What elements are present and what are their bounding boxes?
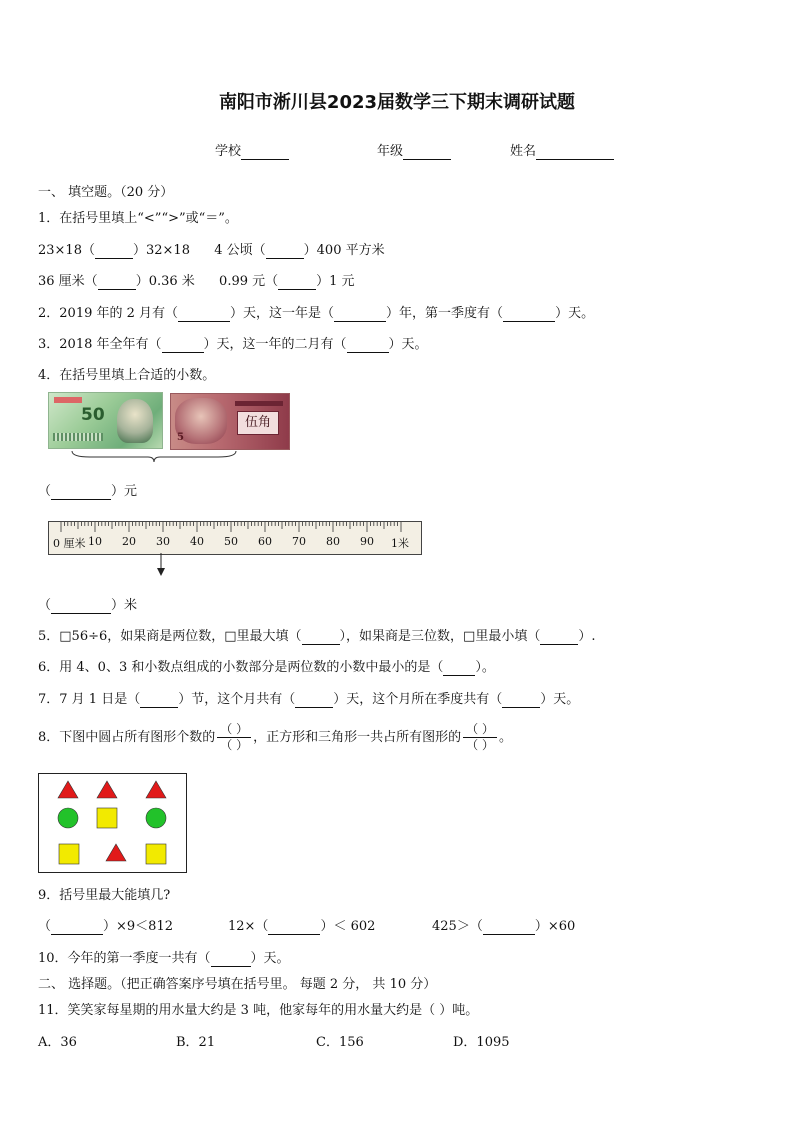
q6-blank[interactable] <box>443 660 475 676</box>
portrait-image <box>117 399 153 443</box>
q9-blank-1[interactable] <box>51 919 103 935</box>
q11-option-a[interactable]: A．36 <box>38 1035 77 1050</box>
q10-b: ）天。 <box>250 951 290 966</box>
school-blank[interactable] <box>241 144 289 160</box>
q2-c: ）年，第一季度有（ <box>386 306 504 321</box>
q4-money-answer <box>38 480 137 500</box>
name-label: 姓名 <box>510 144 537 159</box>
q3-blank-2[interactable] <box>347 337 389 353</box>
q2-blank-1[interactable] <box>178 306 230 322</box>
shapes-canvas <box>39 774 186 872</box>
q8-fraction-1[interactable] <box>217 722 251 753</box>
q1-blank-1[interactable] <box>95 243 133 259</box>
q4-open-2: （ <box>38 598 52 613</box>
ruler-label: 60 <box>258 535 272 548</box>
circle-shape <box>58 808 78 828</box>
ruler <box>48 521 422 555</box>
triangle-shape <box>106 844 126 861</box>
q6-line <box>38 656 495 676</box>
ruler-label: 40 <box>190 535 204 548</box>
q6-b: ）。 <box>475 660 495 675</box>
grade-label: 年级 <box>377 144 404 159</box>
q9-p1-b: ）×9＜812 <box>103 919 173 934</box>
q5-line <box>38 625 595 645</box>
q5-c: ）. <box>578 629 596 644</box>
q1-line2 <box>38 270 355 290</box>
q7-blank-1[interactable] <box>140 692 178 708</box>
q2-d: ）天。 <box>555 306 595 321</box>
q7-b: ）节，这个月共有（ <box>178 692 296 707</box>
q3-line <box>38 333 428 353</box>
q10-a: 10．今年的第一季度一共有（ <box>38 951 211 966</box>
q5-a: 5．□56÷6，如果商是两位数，□里最大填（ <box>38 629 302 644</box>
q11-text: 11．笑笑家每星期的用水量大约是 3 吨，他家每年的用水量大约是（ ）吨。 <box>38 1003 479 1018</box>
q1-l2-d: ）1 元 <box>316 274 355 289</box>
school-label: 学校 <box>215 144 242 159</box>
q11-option-c[interactable]: C．156 <box>316 1035 364 1050</box>
q9-p3-b: ）×60 <box>534 919 576 934</box>
q7-line <box>38 688 579 708</box>
name-field <box>510 140 614 160</box>
q7-a: 7．7 月 1 日是（ <box>38 692 141 707</box>
q4-open-1: （ <box>38 484 52 499</box>
q2-a: 2．2019 年的 2 月有（ <box>38 306 179 321</box>
grade-blank[interactable] <box>403 144 451 160</box>
q1-l1-c: 4 公顷（ <box>214 243 266 258</box>
grade-field <box>377 140 451 160</box>
q9-part-2 <box>228 915 375 935</box>
q11-option-d[interactable]: D．1095 <box>453 1035 510 1050</box>
q8-frac2-den: （ ） <box>466 738 494 752</box>
q8-frac2-num: （ ） <box>463 722 497 738</box>
q2-blank-2[interactable] <box>334 306 386 322</box>
q3-b: ）天，这一年的二月有（ <box>203 337 347 352</box>
q5-blank-1[interactable] <box>302 629 340 645</box>
q9-part-3 <box>432 915 575 935</box>
ruler-label: 80 <box>326 535 340 548</box>
q10-line <box>38 947 290 967</box>
q1-line1 <box>38 239 385 259</box>
ruler-label: 1米 <box>391 537 409 550</box>
q1-l2-a: 36 厘米（ <box>38 274 98 289</box>
q8-b: ，正方形和三角形一共占所有图形的 <box>253 730 462 745</box>
q4-unit-yuan: ）元 <box>111 484 138 499</box>
five-jiao-note <box>170 393 290 450</box>
q11-option-b[interactable]: B．21 <box>176 1035 216 1050</box>
q8-fraction-2[interactable] <box>463 722 497 753</box>
q4-blank-2[interactable] <box>51 598 111 614</box>
triangle-shape <box>58 781 78 798</box>
square-shape <box>146 844 166 864</box>
q9-blank-3[interactable] <box>483 919 535 935</box>
q8-c: 。 <box>498 730 512 745</box>
note-wujiao-label: 伍角 <box>237 411 279 435</box>
q3-a: 3．2018 年全年有（ <box>38 337 162 352</box>
q1-text: 1．在括号里填上“<”“>”或“＝”。 <box>38 211 238 226</box>
triangle-shape <box>146 781 166 798</box>
name-blank[interactable] <box>536 144 614 160</box>
q4-blank-1[interactable] <box>51 484 111 500</box>
q9-part-1 <box>38 915 173 935</box>
q1-l1-a: 23×18（ <box>38 243 95 258</box>
ruler-label: 30 <box>156 535 170 548</box>
q9-blank-2[interactable] <box>268 919 320 935</box>
ruler-label: 50 <box>224 535 238 548</box>
ruler-label: 70 <box>292 535 306 548</box>
q1-l1-b: ）32×18 <box>132 243 190 258</box>
q10-blank[interactable] <box>211 951 251 967</box>
q8-frac1-num: （ ） <box>217 722 251 738</box>
q4-ruler-answer <box>38 594 137 614</box>
q1-l2-b: ）0.36 米 <box>135 274 195 289</box>
q3-c: ）天。 <box>388 337 428 352</box>
q1-l1-d: ）400 平方米 <box>303 243 385 258</box>
shapes-figure <box>38 773 187 873</box>
note-5-label: 5 <box>177 432 184 443</box>
note-50-label: 50 <box>81 405 105 425</box>
q1-blank-4[interactable] <box>278 274 316 290</box>
q7-d: ）天。 <box>540 692 580 707</box>
q9-text: 9．括号里最大能填几? <box>38 888 171 903</box>
ruler-label: 10 <box>88 535 102 548</box>
q5-blank-2[interactable] <box>540 629 578 645</box>
fifty-yuan-note <box>48 392 163 449</box>
q7-blank-3[interactable] <box>502 692 540 708</box>
q2-b: ）天，这一年是（ <box>230 306 335 321</box>
section-2-heading: 二、 选择题。（把正确答案序号填在括号里。 每题 2 分， 共 10 分） <box>38 977 437 992</box>
q9-p2-b: ）＜ 602 <box>320 919 376 934</box>
q5-b: ），如果商是三位数，□里最小填（ <box>339 629 541 644</box>
section-1-heading: 一、 填空题。（20 分） <box>38 185 174 200</box>
ruler-label: 90 <box>360 535 374 548</box>
q4-text: 4．在括号里填上合适的小数。 <box>38 368 216 383</box>
q2-blank-3[interactable] <box>503 306 555 322</box>
square-shape <box>59 844 79 864</box>
brace-icon <box>70 449 238 463</box>
circle-shape <box>146 808 166 828</box>
q1-l2-c: 0.99 元（ <box>219 274 279 289</box>
q7-blank-2[interactable] <box>295 692 333 708</box>
q8-a: 8．下图中圆占所有图形个数的 <box>38 730 216 745</box>
q8-line <box>38 722 512 753</box>
q1-blank-2[interactable] <box>266 243 304 259</box>
q3-blank-1[interactable] <box>162 337 204 353</box>
q2-line <box>38 302 594 322</box>
q4-unit-mi: ）米 <box>111 598 138 613</box>
school-field <box>215 140 289 160</box>
triangle-shape <box>97 781 117 798</box>
q1-blank-3[interactable] <box>98 274 136 290</box>
q9-p1-a: （ <box>38 919 52 934</box>
ruler-label: 20 <box>122 535 136 548</box>
page-title: 南阳市淅川县2023届数学三下期末调研试题 <box>218 92 576 113</box>
square-shape <box>97 808 117 828</box>
q9-p3-a: 425＞（ <box>432 919 483 934</box>
q7-c: ）天，这个月所在季度共有（ <box>333 692 503 707</box>
q9-p2-a: 12×（ <box>228 919 269 934</box>
q6-a: 6．用 4、0、3 和小数点组成的小数部分是两位数的小数中最小的是（ <box>38 660 444 675</box>
q8-frac1-den: （ ） <box>220 738 249 752</box>
arrow-down-icon <box>156 553 166 577</box>
ruler-label: 0 厘米 <box>53 537 86 550</box>
